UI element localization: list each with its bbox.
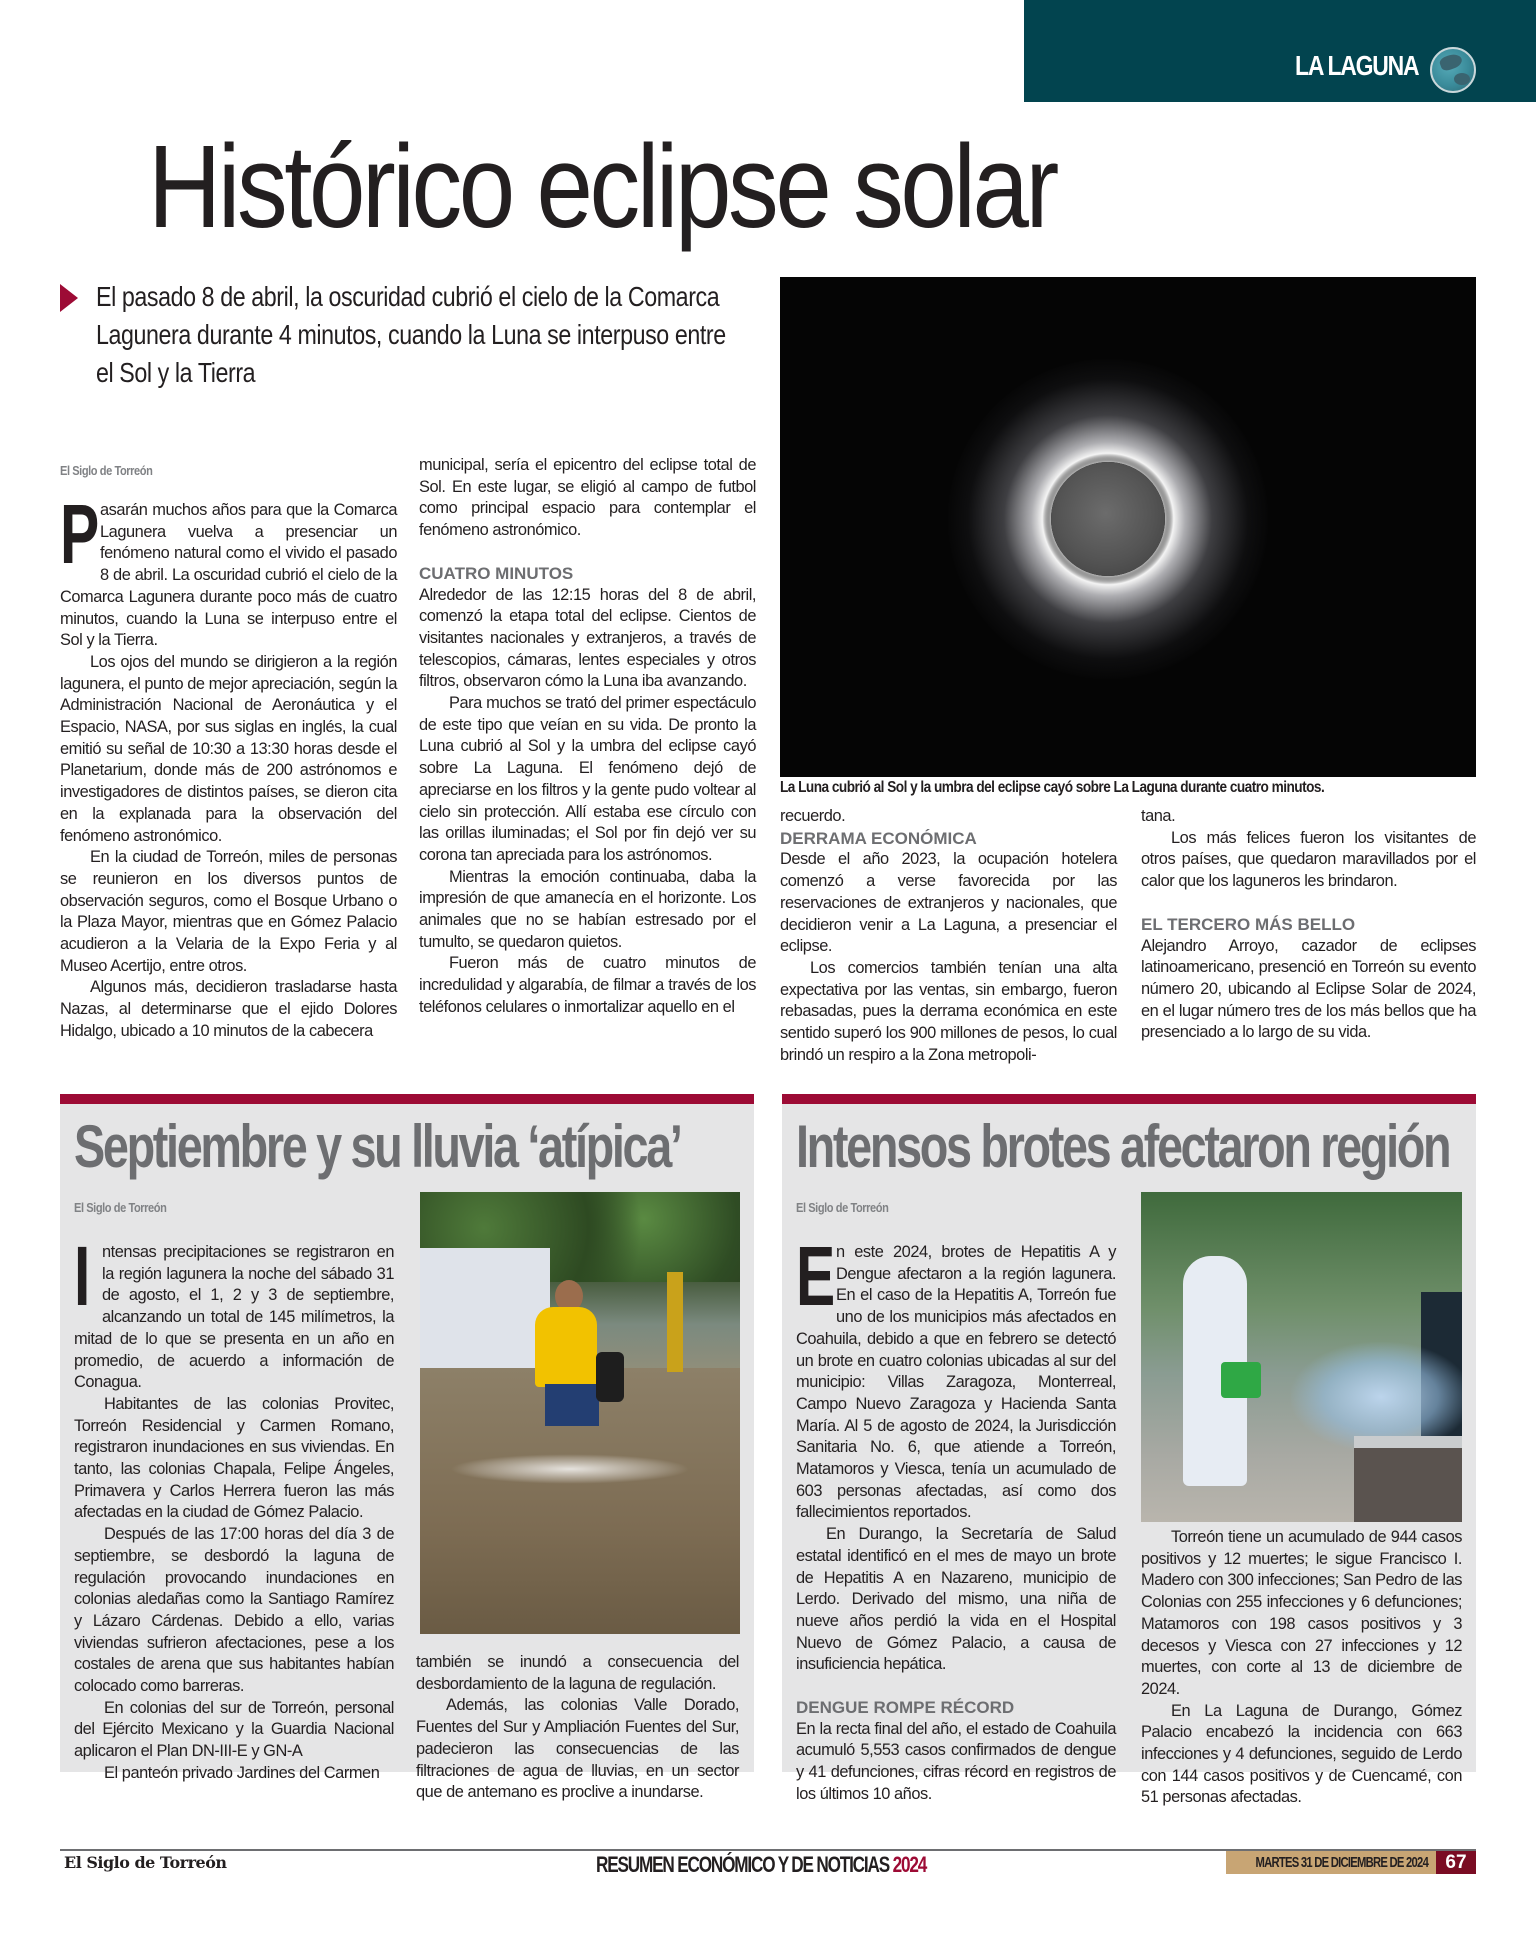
publication-name: RESUMEN ECONÓMICO Y DE NOTICIAS	[596, 1852, 889, 1877]
person-shorts	[545, 1384, 599, 1426]
fumigation-photo	[1141, 1192, 1462, 1522]
rain-story-box	[60, 1094, 754, 1802]
date-banner	[1226, 1851, 1436, 1874]
page-number: 67	[1436, 1851, 1476, 1874]
paragraph: Mientras la emoción continuaba, daba la impresión de que amanecía en el horizonte. Los animales que no se habían estresado por el tumulto, se quedaron quietos.	[419, 867, 756, 951]
drop-cap: I	[74, 1229, 91, 1323]
main-headline: Histórico eclipse solar	[148, 121, 1056, 253]
paragraph: Alrededor de las 12:15 horas del 8 de abril, comenzó la etapa total del eclipse. Cientos de visitantes nacionales y extranjeros, a través de telescopios, cámaras, lentes especiales y otros filtros, observaron cómo la Luna iba avanzando.	[419, 585, 756, 691]
wall	[420, 1248, 550, 1368]
paragraph: En la ciudad de Torreón, miles de personas se reunieron en los diversos puntos de observación seguros, como el Bosque Urbano o la Plaza Mayor, mientras que en Gómez Palacio acudieron a la Velaria de la Expo Feria y al Museo Acertijo, entre otros.	[60, 848, 397, 975]
paragraph: Después de las 17:00 horas del día 3 de septiembre, se desbordó la laguna de regulación provocando inundaciones en colonias aledañas como la Santiago Ramírez y Lázaro Cárdenas. Debido a ello, varias viviendas sufrieron afectaciones, pese a los costales de arena que sus habitantes habían colocado como barreras.	[74, 1525, 394, 1696]
newspaper-logo: El Siglo de Torreón	[64, 1853, 227, 1872]
water-splash	[450, 1454, 690, 1484]
main-story-column-4	[1141, 806, 1476, 1044]
yellow-pole	[667, 1272, 683, 1372]
subhead: DERRAMA ECONÓMICA	[780, 828, 977, 848]
drop-cap: E	[796, 1229, 835, 1323]
deck	[60, 278, 750, 392]
paragraph-text: ntensas precipitaciones se registraron en la región lagunera la noche del sábado 31 de agosto, el 1, 2 y 3 de septiembre, alcanzando un total de 145 milímetros, la mitad de lo que se presenta en un año en promedio, de acuerdo a información de Conagua.	[74, 1243, 394, 1392]
brick-planter	[1354, 1436, 1462, 1522]
outbreak-story-column-1	[796, 1229, 1116, 1806]
subhead: EL TERCERO MÁS BELLO	[1141, 914, 1356, 934]
outbreak-story-column-2	[1141, 1527, 1462, 1809]
paragraph: municipal, sería el epicentro del eclipse total de Sol. En este lugar, se eligió al campo de futbol como principal espacio para contemplar el fenómeno astronómico.	[419, 456, 756, 540]
paragraph: En La Laguna de Durango, Gómez Palacio encabezó la incidencia con 663 infecciones y 4 defunciones, seguido de Lerdo con 144 casos positivos y de Cuencamé, con 51 personas afectadas.	[1141, 1701, 1462, 1807]
paragraph-text: n este 2024, brotes de Hepatitis A y Dengue afectaron a la región lagunera. En el caso de la Hepatitis A, Torreón fue uno de los municipios más afectados en Coahuila, debido a que en febrero se detectó un brote en cuatro colonias ubicadas al sur del municipio: Villas Zaragoza, Monterreal, Campo Nuevo Zaragoza y Hacienda Santa María. Al 5 de agosto de 2024, la Jurisdicción Sanitaria No. 6, que atiende a Torreón, Matamoros y Viesca, tenía un acumulado de 603 personas afectadas, así como dos fallecimientos reportados.	[796, 1243, 1116, 1522]
paragraph-text: asarán muchos años para que la Comarca Lagunera vuelva a presenciar un fenómeno natural como el vivido el pasado 8 de abril. La oscuridad cubrió el cielo de la Comarca Lagunera durante poco más de cuatro minutos, cuando la Luna se interpuso entre el Sol y la Tierra.	[60, 501, 397, 650]
paragraph: Además, las colonias Valle Dorado, Fuentes del Sur y Ampliación Fuentes del Sur, padecieron las consecuencias de las filtraciones de agua de lluvias, en un sector que de antemano es proclive a inundarse.	[416, 1696, 739, 1802]
publication-title	[596, 1852, 926, 1878]
outbreak-story-box	[782, 1094, 1476, 1807]
paragraph: Torreón tiene un acumulado de 944 casos positivos y 12 muertes; le sigue Francisco I. Madero con 300 infecciones; San Pedro de las Colonias con 255 infecciones y 6 defunciones; Matamoros con 198 casos positivos y 3 decesos y Viesca con 27 infecciones y 12 muertes, con corte al 13 de diciembre de 2024.	[1141, 1528, 1462, 1698]
section-tab	[1024, 0, 1536, 102]
eclipse-photo	[780, 277, 1476, 777]
byline: El Siglo de Torreón	[796, 1200, 889, 1215]
globe-icon	[1430, 47, 1476, 93]
subhead: DENGUE ROMPE RÉCORD	[796, 1698, 1015, 1718]
paragraph	[74, 1229, 394, 1394]
paragraph: Los comercios también tenían una alta expectativa por las ventas, sin embargo, fueron rebasadas, pues la derrama económica en este sentido superó los 900 millones de pesos, lo cual brindó un respiro a la Zona metropoli-	[780, 958, 1117, 1064]
paragraph: Para muchos se trató del primer espectáculo de este tipo que veían en su vida. De pronto la Luna cubrió al Sol y la umbra del eclipse cayó sobre La Laguna. El fenómeno dejó de apreciarse en los filtros y la gente pudo voltear al cielo sin protección. Allí estaba ese círculo con las orillas iluminadas; el Sol por fin dejó ver su corona tan apreciada para los astrónomos.	[419, 694, 756, 864]
paragraph: En Durango, la Secretaría de Salud estatal identificó en el mes de mayo un brote de Hepatitis A en Nazareno, municipio de Lerdo. Derivado del mismo, una niña de nueve años perdió la vida en el Hospital Nuevo de Gómez Palacio, a causa de insuficiencia hepática.	[796, 1525, 1116, 1674]
paragraph	[796, 1229, 1116, 1524]
spacer	[796, 1676, 1116, 1697]
fogging-machine	[1221, 1362, 1261, 1398]
paragraph: En la recta final del año, el estado de Coahuila acumuló 5,553 casos confirmados de dengue y 41 defunciones, cifras récord en registros de los últimos 10 años.	[796, 1719, 1116, 1803]
main-story-column-2	[419, 455, 756, 1019]
publication-year: 2024	[892, 1852, 927, 1877]
paragraph: Desde el año 2023, la ocupación hotelera comenzó a verse favorecida por las reservaciones de extranjeros y nacionales, que decidieron venir a La Laguna, a presenciar el eclipse.	[780, 850, 1117, 956]
flood-photo	[420, 1192, 740, 1634]
drop-cap: P	[60, 487, 99, 581]
paragraph: El panteón privado Jardines del Carmen	[104, 1763, 380, 1782]
paragraph: Los ojos del mundo se dirigieron a la región lagunera, el punto de mejor apreciación, según la Administración Nacional de Aeronáutica y el Espacio, NASA, por sus siglas en inglés, la cual emitió su señal de 10:30 a 13:30 horas desde el Planetarium, donde más de 200 astrónomos e investigadores de distintos países, se dieron cita en la explanada para la observación del fenómeno astronómico.	[60, 652, 397, 845]
photo-caption: La Luna cubrió al Sol y la umbra del eclipse cayó sobre La Laguna durante cuatro minutos.	[780, 779, 1325, 796]
person-shirt	[535, 1307, 597, 1387]
byline: El Siglo de Torreón	[60, 463, 153, 478]
paragraph: tana.	[1141, 807, 1176, 825]
rain-story-column-1	[74, 1229, 394, 1785]
main-story-column-1	[60, 487, 397, 1043]
triangle-bullet-icon	[60, 284, 78, 312]
issue-date: MARTES 31 DE DICIEMBRE DE 2024	[1255, 1854, 1428, 1871]
paragraph: recuerdo.	[780, 807, 846, 825]
subhead: CUATRO MINUTOS	[419, 563, 574, 583]
paragraph: también se inundó a consecuencia del desbordamiento de la laguna de regulación.	[416, 1653, 739, 1693]
rain-story-column-2	[416, 1652, 739, 1804]
accent-bar	[782, 1094, 1476, 1104]
byline: El Siglo de Torreón	[74, 1200, 167, 1215]
moon-disc	[1051, 462, 1165, 576]
paragraph	[60, 487, 397, 652]
person-bag	[596, 1352, 624, 1402]
spacer	[1141, 893, 1476, 914]
section-label: LA LAGUNA	[1294, 50, 1418, 81]
paragraph: Habitantes de las colonias Provitec, Torreón Residencial y Carmen Romano, registraron inundaciones en sus viviendas. En tanto, las colonias Chapala, Felipe Ángeles, Primavera y Carlos Herrera fueron las más afectadas en la ciudad de Gómez Palacio.	[74, 1394, 394, 1522]
accent-bar	[60, 1094, 754, 1104]
paragraph: Alejandro Arroyo, cazador de eclipses latinoamericano, presenció en Torreón su evento número 20, ubicando al Eclipse Solar de 2024, en el lugar número tres de los más bellos que ha presenciado a lo largo de su vida.	[1141, 936, 1476, 1042]
paragraph: Los más felices fueron los visitantes de otros países, que quedaron maravillados por el calor que los laguneros les brindaron.	[1141, 828, 1476, 891]
deck-text: El pasado 8 de abril, la oscuridad cubrió el cielo de la Comarca Lagunera durante 4 minutos, cuando la Luna se interpuso entre el Sol y la Tierra	[96, 281, 726, 388]
spacer	[419, 542, 756, 563]
paragraph: En colonias del sur de Torreón, personal del Ejército Mexicano y la Guardia Nacional aplicaron el Plan DN-III-E y GN-A	[74, 1698, 394, 1761]
paragraph: Fueron más de cuatro minutos de incredulidad y algarabía, de filmar a través de los teléfonos celulares o inmortalizar aquello en el	[419, 954, 756, 1016]
paragraph: Algunos más, decidieron trasladarse hasta Nazas, al determinarse que el ejido Dolores Hidalgo, ubicado a 10 minutos de la cabecera	[60, 978, 397, 1040]
rain-headline: Septiembre y su lluvia ‘atípica’	[74, 1113, 681, 1180]
main-story-column-3	[780, 806, 1117, 1066]
outbreak-headline: Intensos brotes afectaron región	[796, 1113, 1450, 1180]
